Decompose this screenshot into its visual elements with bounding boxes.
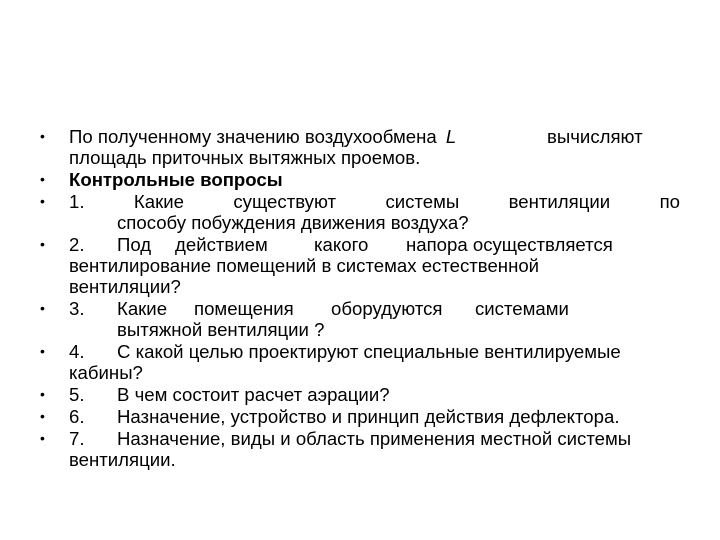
- question-number: 3.: [69, 298, 85, 319]
- list-item: [40, 298, 680, 340]
- item-text: Назначение, устройство и принцип действия дефлектора.: [117, 406, 620, 427]
- item-line: [69, 384, 680, 405]
- question-number: 1.: [69, 191, 85, 212]
- word: вентиляции: [508, 191, 611, 212]
- question-number: 4.: [69, 341, 85, 362]
- list-item: [40, 384, 680, 405]
- word: Под: [117, 234, 152, 255]
- section-heading: Контрольные вопросы: [69, 169, 283, 190]
- item-line: [69, 126, 680, 147]
- bullet-icon: •: [40, 236, 45, 252]
- item-line: [69, 191, 680, 212]
- item-line: кабины?: [69, 362, 143, 383]
- bullet-icon: •: [40, 343, 45, 359]
- word: действием: [175, 234, 268, 255]
- word: Какие: [133, 191, 184, 212]
- list-item: [40, 428, 680, 470]
- word: существуют: [233, 191, 337, 212]
- word: оборудуются: [331, 298, 443, 319]
- item-line: способу побуждения движения воздуха?: [117, 212, 469, 233]
- item-line: [69, 341, 680, 362]
- item-line: вентилирование помещений в системах естественной: [69, 255, 540, 276]
- list-item: [40, 126, 680, 168]
- bullet-list: [40, 126, 680, 470]
- item-line: [69, 298, 680, 319]
- question-number: 5.: [69, 384, 85, 405]
- list-item: [40, 406, 680, 427]
- item-text: В чем состоит расчет аэрации?: [117, 384, 390, 405]
- word: системами: [475, 298, 569, 319]
- bullet-icon: •: [40, 128, 45, 144]
- bullet-icon: •: [40, 408, 45, 424]
- word: системы: [385, 191, 460, 212]
- item-text: Назначение, виды и область применения местной системы: [117, 428, 632, 449]
- item-line: [69, 234, 680, 255]
- question-number: 7.: [69, 428, 85, 449]
- bullet-icon: •: [40, 300, 45, 316]
- list-item: [40, 169, 680, 190]
- item-line: вытяжной вентиляции ?: [117, 319, 325, 340]
- item-text-end: вычисляют: [547, 126, 643, 147]
- word: Какие: [117, 298, 168, 319]
- item-line: [69, 406, 680, 427]
- list-item: [40, 341, 680, 383]
- item-line: вентиляции.: [69, 449, 176, 470]
- item-line: вентиляции?: [69, 276, 181, 297]
- item-line: [69, 428, 680, 449]
- item-line: площадь приточных вытяжных проемов.: [69, 147, 421, 168]
- list-item: [40, 191, 680, 233]
- word: напора осуществляется: [406, 234, 613, 255]
- list-item: [40, 234, 680, 297]
- bullet-icon: •: [40, 386, 45, 402]
- variable-l: L: [445, 126, 457, 147]
- question-number: 2.: [69, 234, 85, 255]
- bullet-icon: •: [40, 171, 45, 187]
- question-number: 6.: [69, 406, 85, 427]
- bullet-icon: •: [40, 193, 45, 209]
- word: помещения: [194, 298, 294, 319]
- item-text: С какой целью проектируют специальные вентилируемые: [117, 341, 621, 362]
- bullet-icon: •: [40, 430, 45, 446]
- item-text: По полученному значению воздухообмена: [69, 126, 437, 147]
- word: по: [659, 191, 680, 212]
- word: какого: [314, 234, 369, 255]
